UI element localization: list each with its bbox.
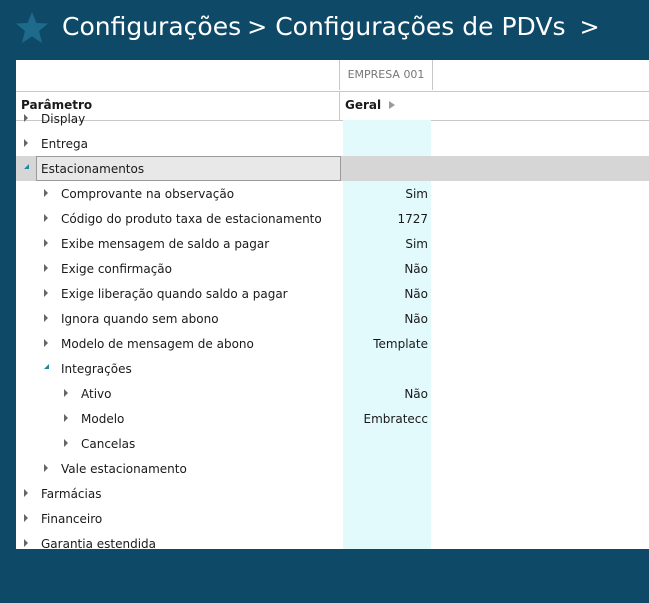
tree-row[interactable]	[16, 156, 649, 181]
tree-row[interactable]	[16, 306, 649, 331]
tree-row-label: Comprovante na observação	[61, 187, 235, 201]
tree-row-label: Display	[41, 112, 86, 126]
expand-arrow-icon[interactable]	[24, 139, 28, 147]
tree-row-value[interactable]: Não	[404, 312, 428, 326]
expand-arrow-icon[interactable]	[44, 264, 48, 272]
tree-row-value[interactable]: Não	[404, 262, 428, 276]
expand-arrow-icon[interactable]	[24, 489, 28, 497]
breadcrumb	[62, 12, 608, 41]
tree-row-value[interactable]: 1727	[397, 212, 428, 226]
expand-arrow-icon[interactable]	[44, 239, 48, 247]
tree-row-label: Entrega	[41, 137, 88, 151]
tree-row-label: Modelo	[81, 412, 125, 426]
breadcrumb-item-configuracoes[interactable]: Configurações	[62, 12, 242, 41]
company-column-header[interactable]: EMPRESA 001	[339, 60, 433, 90]
tree-row[interactable]	[16, 206, 649, 231]
chevron-right-icon[interactable]: >	[579, 12, 600, 41]
value-column-label: Geral	[345, 98, 382, 112]
expand-arrow-icon[interactable]	[24, 114, 28, 122]
tree-row-value[interactable]: Não	[404, 387, 428, 401]
star-icon[interactable]	[14, 10, 50, 46]
expand-arrow-icon[interactable]	[44, 289, 48, 297]
tree-row-value[interactable]: Sim	[405, 187, 428, 201]
tree-row-label: Código do produto taxa de estacionamento	[61, 212, 322, 226]
tree-row-label: Cancelas	[81, 437, 136, 451]
tree-row-label: Financeiro	[41, 512, 103, 526]
chevron-right-icon: >	[247, 12, 268, 41]
tree-row-label: Ignora quando sem abono	[61, 312, 219, 326]
expand-arrow-icon[interactable]	[64, 389, 68, 397]
collapse-arrow-icon[interactable]	[24, 164, 29, 169]
tree-row[interactable]	[16, 331, 649, 356]
breadcrumb-item-configuracoes-pdvs[interactable]: Configurações de PDVs	[275, 12, 566, 41]
tree-row-label: Integrações	[61, 362, 132, 376]
expand-arrow-icon[interactable]	[64, 439, 68, 447]
tree-row-label: Estacionamentos	[41, 162, 145, 176]
parameter-column-header[interactable]: Parâmetro	[21, 98, 93, 112]
tree-row[interactable]	[16, 506, 649, 531]
tree-row[interactable]	[16, 406, 649, 431]
tree-row[interactable]	[16, 381, 649, 406]
collapse-arrow-icon[interactable]	[44, 364, 49, 369]
expand-arrow-icon[interactable]	[44, 314, 48, 322]
expand-arrow-icon[interactable]	[24, 514, 28, 522]
expand-arrow-icon[interactable]	[44, 214, 48, 222]
tree-row-label: Garantia estendida	[41, 537, 157, 549]
expand-arrow-icon[interactable]	[24, 539, 28, 547]
tree-row[interactable]	[16, 456, 649, 481]
tree-row-label: Vale estacionamento	[61, 462, 187, 476]
tree-row[interactable]	[16, 181, 649, 206]
tree-row-label: Exige confirmação	[61, 262, 172, 276]
tree-row-value[interactable]: Template	[373, 337, 428, 351]
tree-row[interactable]	[16, 131, 649, 156]
tree-row-value[interactable]: Embratecc	[363, 412, 428, 426]
tree-row[interactable]	[16, 106, 649, 131]
tree-row[interactable]	[16, 256, 649, 281]
tree-row[interactable]	[16, 481, 649, 506]
tree-row-label: Exige liberação quando saldo a pagar	[61, 287, 288, 301]
tree-row[interactable]	[16, 356, 649, 381]
tree-row[interactable]	[16, 281, 649, 306]
parameters-grid	[16, 60, 649, 549]
app-header	[0, 0, 649, 58]
tree-row-value[interactable]: Sim	[405, 237, 428, 251]
tree-row[interactable]	[16, 531, 649, 549]
expand-arrow-icon[interactable]	[64, 414, 68, 422]
expand-arrow-icon[interactable]	[44, 189, 48, 197]
tree-row-label: Modelo de mensagem de abono	[61, 337, 254, 351]
tree-row[interactable]	[16, 231, 649, 256]
tree-row-label: Farmácias	[41, 487, 102, 501]
expand-arrow-icon[interactable]	[44, 464, 48, 472]
tree-row-label: Ativo	[81, 387, 112, 401]
expand-arrow-icon[interactable]	[44, 339, 48, 347]
tree-row[interactable]	[16, 431, 649, 456]
tree-row-value[interactable]: Não	[404, 287, 428, 301]
tree-row-label: Exibe mensagem de saldo a pagar	[61, 237, 270, 251]
